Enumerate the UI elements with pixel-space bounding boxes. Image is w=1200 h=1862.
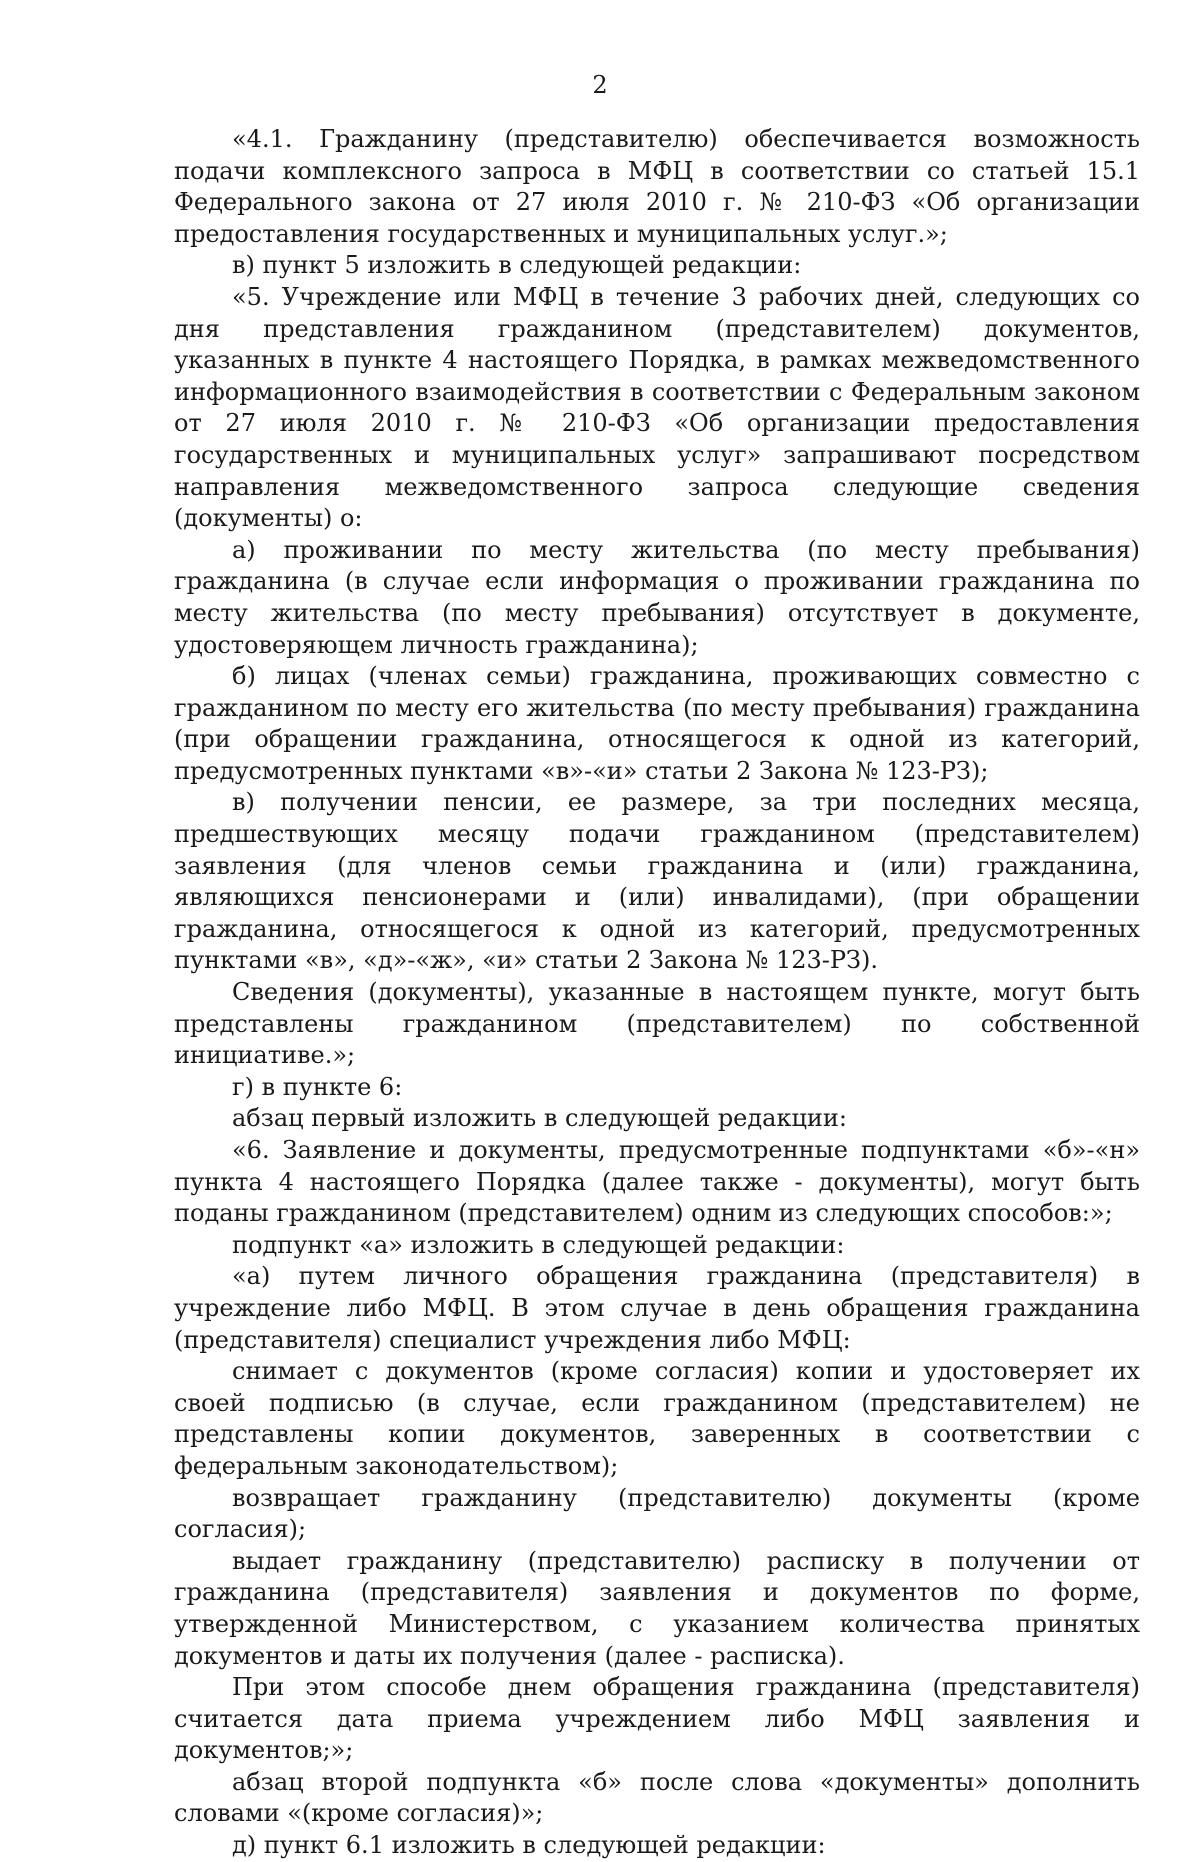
paragraph-6-a-return: возвращает гражданину (представителю) документы (кроме согласия); [174, 1483, 1140, 1544]
paragraph-item-d-header: д) пункт 6.1 изложить в следующей редакции: [232, 1831, 826, 1860]
paragraph-6-a-date: При этом способе днем обращения гражданина (представителя) считается дата приема учреждением либо МФЦ заявления и документов;»; [174, 1673, 1140, 1765]
page-number: 2 [592, 71, 608, 99]
paragraph-4-1: «4.1. Гражданину (представителю) обеспечивается возможность подачи комплексного запроса в МФЦ в соответствии со статьей 15.1 Федерального закона от 27 июля 2010 г. № 210-ФЗ «Об организации предоставления государственных и муниципальных услуг.»; [174, 125, 1140, 248]
paragraph-5: «5. Учреждение или МФЦ в течение 3 рабочих дней, следующих со дня представления гражданином (представителем) документов, указанных в пункте 4 настоящего Порядка, в рамках межведомственного информационного взаимодействия в соответствии с Федеральным законом от 27 июля 2010 г. № 210-ФЗ «Об организации предоставления государственных и муниципальных услуг» запрашивают посредством направления межведомственного запроса следующие сведения (документы) о: [174, 282, 1140, 533]
paragraph-item-g-header: г) в пункте 6: [232, 1072, 403, 1101]
paragraph-item-v-header: в) пункт 5 изложить в следующей редакции: [232, 251, 802, 280]
paragraph-5-info: Сведения (документы), указанные в настоящем пункте, могут быть представлены гражданином (представителем) по собственной инициативе.»; [174, 978, 1140, 1070]
paragraph-6-a-copies: снимает с документов (кроме согласия) копии и удостоверяет их своей подписью (в случае, если гражданином (представителем) не представлены копии документов, заверенных в соответствии с федеральным законодательством); [174, 1357, 1140, 1480]
paragraph-5-b: б) лицах (членах семьи) гражданина, проживающих совместно с гражданином по месту его жительства (по месту пребывания) гражданина (при обращении гражданина, относящегося к одной из категорий, предусмотренных пунктами «в»-«и» статьи 2 Закона № 123-РЗ); [174, 662, 1140, 785]
paragraph-abzac-second: абзац второй подпункта «б» после слова «документы» дополнить словами «(кроме согласия)»; [174, 1767, 1140, 1828]
paragraph-5-v: в) получении пенсии, ее размере, за три последних месяца, предшествующих месяцу подачи гражданином (представителем) заявления (для членов семьи гражданина и (или) гражданина, являющихся пенсионерами и (или) инвалидами), (при обращении гражданина, относящегося к одной из категорий, предусмотренных пунктами «в», «д»-«ж», «и» статьи 2 Закона № 123-РЗ). [174, 788, 1140, 975]
document-body [174, 124, 1140, 1862]
paragraph-abzac-first: абзац первый изложить в следующей редакции: [232, 1104, 847, 1133]
paragraph-5-a: а) проживании по месту жительства (по месту пребывания) гражданина (в случае если информация о проживании гражданина по месту жительства (по месту пребывания) отсутствует в документе, удостоверяющем личность гражданина); [174, 535, 1140, 659]
paragraph-6: «6. Заявление и документы, предусмотренные подпунктами «б»-«н» пункта 4 настоящего Порядка (далее также - документы), могут быть поданы гражданином (представителем) одним из следующих способов:»; [174, 1136, 1140, 1228]
paragraph-subitem-a-header: подпункт «а» изложить в следующей редакции: [232, 1230, 845, 1259]
paragraph-6-a: «а) путем личного обращения гражданина (представителя) в учреждение либо МФЦ. В этом случае в день обращения гражданина (представителя) специалист учреждения либо МФЦ: [174, 1262, 1140, 1354]
paragraph-6-a-receipt: выдает гражданину (представителю) расписку в получении от гражданина (представителя) заявления и документов по форме, утвержденной Министерством, с указанием количества принятых документов и даты их получения (далее - расписка). [174, 1546, 1140, 1670]
